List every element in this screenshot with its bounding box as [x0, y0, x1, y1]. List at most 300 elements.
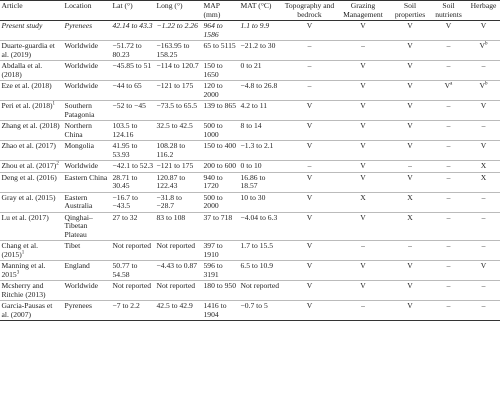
cell-topography-text: V — [306, 241, 313, 250]
cell-herbage — [467, 101, 500, 121]
cell-topography — [283, 121, 336, 141]
header-grazing: Grazing Management — [336, 1, 390, 21]
cell-location-text: Qinghai–Tibetan Plateau — [64, 212, 93, 239]
cell-map-text: 940 to 1720 — [203, 172, 223, 190]
cell-grazing — [336, 161, 390, 173]
cell-lat — [111, 141, 155, 161]
cell-soil-properties — [390, 101, 430, 121]
cell-article-text: Duarte-guardia et al. (2019) — [1, 41, 55, 59]
cell-location — [63, 161, 111, 173]
cell-map — [202, 212, 239, 241]
cell-grazing — [336, 241, 390, 261]
cell-long — [155, 121, 202, 141]
cell-map-text: 500 to 2000 — [203, 192, 223, 210]
cell-location — [63, 281, 111, 301]
cell-location — [63, 141, 111, 161]
cell-long-text: 108.28 to 116.2 — [156, 141, 186, 159]
cell-soil-nutrients-text: – — [446, 101, 451, 110]
cell-soil-nutrients — [430, 281, 467, 301]
cell-topography — [283, 261, 336, 281]
cell-topography-text: – — [307, 161, 312, 170]
cell-herbage — [467, 261, 500, 281]
cell-soil-properties — [390, 21, 430, 41]
cell-map — [202, 81, 239, 101]
cell-soil-properties-text: V — [407, 141, 413, 150]
cell-map-text: 150 to 1650 — [203, 61, 223, 79]
cell-grazing — [336, 172, 390, 192]
cell-herbage-text: V — [479, 81, 485, 90]
cell-soil-properties — [390, 161, 430, 173]
cell-map — [202, 101, 239, 121]
cell-soil-nutrients-text: V — [445, 21, 452, 30]
cell-herbage — [467, 141, 500, 161]
cell-lat-text: −52 to −45 — [112, 101, 146, 110]
cell-lat — [111, 41, 155, 61]
cell-location-text: Southern Patagonia — [64, 101, 95, 119]
cell-topography-text: – — [307, 61, 312, 70]
cell-mat-text: −1.3 to 2.1 — [240, 141, 274, 150]
cell-herbage-text: V — [479, 41, 485, 50]
cell-article-text: Manning et al. 2015 — [1, 261, 46, 279]
cell-mat — [239, 301, 283, 321]
header-soil-properties: Soil properties — [390, 1, 430, 21]
cell-grazing — [336, 21, 390, 41]
cell-soil-nutrients — [430, 212, 467, 241]
header-lat: Lat (°) — [111, 1, 155, 21]
cell-location-text: Worldwide — [64, 161, 99, 170]
cell-lat — [111, 101, 155, 121]
cell-article-text: Chang et al. (2015) — [1, 241, 38, 259]
cell-grazing — [336, 301, 390, 321]
cell-grazing — [336, 41, 390, 61]
cell-herbage — [467, 192, 500, 212]
cell-topography — [283, 141, 336, 161]
table-row — [0, 61, 500, 81]
cell-mat-text: 4.2 to 11 — [240, 101, 268, 110]
cell-long-text: −121 to 175 — [156, 81, 194, 90]
cell-long-text: 42.5 to 42.9 — [156, 301, 193, 310]
cell-grazing-text: V — [360, 81, 366, 90]
cell-grazing — [336, 61, 390, 81]
cell-article — [0, 121, 63, 141]
cell-long — [155, 101, 202, 121]
footnote-marker: a — [450, 81, 453, 87]
cell-location — [63, 41, 111, 61]
cell-herbage — [467, 212, 500, 241]
cell-map — [202, 241, 239, 261]
cell-herbage-text: X — [480, 172, 487, 182]
cell-map-text: 139 to 865 — [203, 101, 236, 110]
cell-soil-nutrients — [430, 41, 467, 61]
footnote-marker: 1 — [52, 101, 56, 107]
cell-article-text: Garcia-Pausas et al. (2007) — [1, 301, 53, 319]
cell-long — [155, 61, 202, 81]
cell-lat-text: −44 to 65 — [112, 81, 142, 90]
cell-grazing-text: V — [360, 141, 366, 150]
cell-long — [155, 212, 202, 241]
cell-article — [0, 281, 63, 301]
cell-soil-properties-text: – — [408, 161, 412, 170]
cell-location-text: Worldwide — [64, 81, 99, 90]
cell-lat — [111, 281, 155, 301]
header-long: Long (°) — [155, 1, 202, 21]
cell-soil-nutrients — [430, 81, 467, 101]
cell-soil-properties-text: V — [407, 121, 413, 130]
cell-mat-text: −4.04 to 6.3 — [240, 212, 278, 222]
cell-location-text: Worldwide — [64, 41, 99, 50]
cell-article — [0, 61, 63, 81]
cell-long — [155, 241, 202, 261]
cell-map — [202, 281, 239, 301]
cell-lat-text: 41.95 to 53.93 — [112, 141, 138, 159]
cell-map — [202, 21, 239, 41]
cell-topography — [283, 192, 336, 212]
cell-location — [63, 121, 111, 141]
cell-soil-properties-text: V — [407, 101, 413, 110]
cell-location — [63, 212, 111, 241]
cell-grazing-text: V — [360, 281, 366, 290]
cell-lat — [111, 161, 155, 173]
cell-map — [202, 161, 239, 173]
cell-topography-text: V — [306, 212, 313, 222]
cell-article — [0, 301, 63, 321]
cell-lat — [111, 172, 155, 192]
cell-mat — [239, 212, 283, 241]
cell-topography-text: V — [306, 101, 313, 110]
cell-map — [202, 172, 239, 192]
cell-grazing-text: V — [360, 261, 366, 270]
cell-long — [155, 301, 202, 321]
table-row — [0, 261, 500, 281]
table-row — [0, 21, 500, 41]
cell-grazing-text: V — [360, 121, 366, 130]
cell-lat — [111, 261, 155, 281]
table-row — [0, 172, 500, 192]
cell-article — [0, 212, 63, 241]
cell-grazing-text: – — [361, 241, 365, 250]
cell-topography — [283, 212, 336, 241]
cell-article-text: Zhang et al. (2018) — [1, 121, 60, 130]
cell-lat-text: −45.85 to 51 — [112, 61, 152, 70]
cell-location — [63, 81, 111, 101]
cell-location — [63, 172, 111, 192]
cell-article — [0, 192, 63, 212]
cell-map-text: 150 to 400 — [203, 141, 236, 150]
cell-long — [155, 161, 202, 173]
cell-location-text: Eastern Australia — [64, 192, 93, 210]
cell-soil-nutrients-text: V — [444, 81, 451, 90]
cell-mat-text: 8 to 14 — [240, 121, 262, 130]
cell-soil-properties — [390, 261, 430, 281]
cell-soil-properties-text: V — [407, 172, 413, 182]
cell-grazing — [336, 101, 390, 121]
cell-grazing-text: V — [360, 172, 366, 182]
table-row — [0, 161, 500, 173]
cell-topography-text: – — [307, 41, 312, 50]
cell-topography — [283, 281, 336, 301]
cell-location-text: Eastern China — [64, 172, 108, 182]
cell-map — [202, 121, 239, 141]
table-row — [0, 81, 500, 101]
cell-long — [155, 41, 202, 61]
cell-article — [0, 141, 63, 161]
footnote-marker: b — [484, 41, 488, 47]
cell-mat-text: 16.86 to 18.57 — [240, 172, 266, 190]
cell-article-text: Peri et al. (2018) — [1, 101, 53, 110]
table-body — [0, 21, 500, 321]
cell-herbage-text: – — [481, 121, 486, 130]
cell-map-text: 964 to 1586 — [203, 21, 223, 39]
cell-lat — [111, 21, 155, 41]
cell-mat-text: 6.5 to 10.9 — [240, 261, 273, 270]
cell-lat-text: Not reported — [112, 281, 152, 290]
cell-soil-nutrients — [430, 172, 467, 192]
cell-herbage-text: – — [481, 61, 486, 70]
cell-long-text: Not reported — [156, 281, 196, 290]
cell-soil-properties — [390, 241, 430, 261]
cell-location-text: Pyrenees — [64, 301, 92, 310]
cell-soil-properties-text: V — [407, 21, 413, 30]
cell-long — [155, 21, 202, 41]
cell-topography-text: V — [306, 172, 313, 182]
cell-herbage — [467, 61, 500, 81]
cell-article — [0, 101, 63, 121]
cell-lat — [111, 121, 155, 141]
cell-long — [155, 141, 202, 161]
cell-topography — [283, 101, 336, 121]
cell-mat-text: 10 to 30 — [240, 192, 266, 202]
cell-lat-text: −51.72 to 80.23 — [112, 41, 142, 59]
cell-herbage-text: V — [480, 141, 487, 150]
cell-topography-text: V — [306, 141, 313, 150]
cell-map — [202, 41, 239, 61]
cell-lat — [111, 61, 155, 81]
cell-soil-nutrients — [430, 101, 467, 121]
cell-lat — [111, 301, 155, 321]
cell-long — [155, 192, 202, 212]
cell-article — [0, 161, 63, 173]
cell-lat-text: −16.7 to −43.5 — [112, 192, 138, 210]
cell-topography — [283, 241, 336, 261]
table-row — [0, 301, 500, 321]
cell-lat-text: 42.14 to 43.3 — [112, 21, 153, 30]
cell-location-text: Tibet — [64, 241, 81, 250]
cell-soil-nutrients-text: – — [446, 121, 451, 130]
cell-grazing — [336, 281, 390, 301]
cell-long-text: −4.43 to 0.87 — [156, 261, 198, 270]
cell-mat — [239, 192, 283, 212]
cell-soil-nutrients-text: – — [446, 261, 451, 270]
cell-location-text: Worldwide — [64, 61, 99, 70]
cell-mat — [239, 161, 283, 173]
cell-grazing — [336, 212, 390, 241]
cell-topography-text: V — [306, 301, 313, 310]
cell-map-text: 200 to 600 — [203, 161, 236, 170]
cell-grazing-text: V — [360, 21, 366, 30]
cell-soil-nutrients — [430, 301, 467, 321]
cell-soil-properties-text: V — [407, 301, 413, 310]
cell-lat — [111, 212, 155, 241]
cell-long — [155, 261, 202, 281]
cell-long-text: −121 to 175 — [156, 161, 194, 170]
cell-herbage-text: X — [480, 161, 487, 170]
cell-topography — [283, 161, 336, 173]
cell-grazing-text: V — [360, 161, 366, 170]
cell-lat-text: 103.5 to 124.16 — [112, 121, 138, 139]
table-row — [0, 212, 500, 241]
cell-herbage-text: V — [480, 21, 487, 30]
cell-topography-text: – — [307, 81, 312, 90]
cell-grazing-text: X — [360, 192, 366, 202]
cell-long-text: 32.5 to 42.5 — [156, 121, 193, 130]
cell-grazing — [336, 192, 390, 212]
cell-grazing-text: V — [360, 61, 366, 70]
table-row — [0, 41, 500, 61]
table-row — [0, 101, 500, 121]
header-mat: MAT (°C) — [239, 1, 283, 21]
cell-location — [63, 192, 111, 212]
cell-article-text: Deng et al. (2016) — [1, 172, 57, 182]
cell-herbage-text: V — [480, 261, 487, 270]
footnote-marker: 3 — [16, 269, 20, 275]
cell-mat-text: 0 to 21 — [240, 61, 262, 70]
cell-soil-properties-text: V — [407, 261, 413, 270]
cell-long — [155, 81, 202, 101]
cell-soil-properties-text: V — [407, 41, 413, 50]
cell-soil-nutrients-text: – — [446, 281, 451, 290]
cell-lat-text: 50.77 to 54.58 — [112, 261, 138, 279]
cell-soil-nutrients-text: – — [446, 41, 451, 50]
cell-article — [0, 41, 63, 61]
cell-topography — [283, 81, 336, 101]
cell-soil-nutrients — [430, 141, 467, 161]
cell-article-text: Abdalla et al. (2018) — [1, 61, 43, 79]
cell-map — [202, 61, 239, 81]
cell-herbage-text: – — [481, 192, 486, 202]
cell-location-text: England — [64, 261, 90, 270]
cell-herbage-text: – — [481, 212, 486, 222]
table-row — [0, 241, 500, 261]
cell-mat-text: 1.1 to 9.9 — [240, 21, 270, 30]
cell-herbage — [467, 241, 500, 261]
cell-soil-nutrients-text: – — [446, 161, 451, 170]
cell-location — [63, 101, 111, 121]
cell-soil-properties — [390, 172, 430, 192]
cell-article — [0, 241, 63, 261]
cell-topography-text: V — [306, 121, 313, 130]
cell-article-text: Gray et al. (2015) — [1, 192, 56, 202]
cell-mat — [239, 241, 283, 261]
cell-soil-properties-text: V — [407, 61, 413, 70]
footnote-marker: 1 — [21, 249, 25, 255]
cell-herbage — [467, 81, 500, 101]
cell-mat — [239, 101, 283, 121]
cell-mat-text: Not reported — [240, 281, 280, 290]
cell-topography-text: V — [306, 261, 313, 270]
cell-article — [0, 172, 63, 192]
cell-soil-nutrients-text: – — [446, 141, 451, 150]
cell-soil-nutrients — [430, 241, 467, 261]
cell-mat — [239, 141, 283, 161]
cell-location — [63, 61, 111, 81]
cell-topography — [283, 21, 336, 41]
cell-soil-nutrients-text: – — [446, 241, 451, 250]
cell-lat-text: −7 to 2.2 — [112, 301, 140, 310]
cell-mat — [239, 81, 283, 101]
cell-map-text: 596 to 3191 — [203, 261, 223, 279]
cell-mat — [239, 121, 283, 141]
cell-article-text: Lu et al. (2017) — [1, 212, 49, 222]
cell-soil-nutrients-text: – — [446, 61, 451, 70]
cell-mat-text: −21.2 to 30 — [240, 41, 276, 50]
cell-map-text: 397 to 1910 — [203, 241, 223, 259]
cell-lat — [111, 241, 155, 261]
header-article: Article — [0, 1, 63, 21]
cell-soil-properties — [390, 212, 430, 241]
cell-map — [202, 192, 239, 212]
cell-mat — [239, 61, 283, 81]
cell-herbage — [467, 281, 500, 301]
cell-grazing-text: – — [361, 41, 365, 50]
cell-grazing — [336, 121, 390, 141]
cell-soil-nutrients-text: – — [446, 172, 451, 182]
cell-mat-text: −0.7 to 5 — [240, 301, 268, 310]
cell-location — [63, 301, 111, 321]
table-row — [0, 281, 500, 301]
cell-soil-nutrients — [430, 192, 467, 212]
cell-topography-text: V — [306, 21, 313, 30]
cell-lat-text: 27 to 32 — [112, 212, 138, 222]
cell-map-text: 37 to 718 — [203, 212, 233, 222]
cell-soil-nutrients — [430, 21, 467, 41]
cell-herbage-text: V — [480, 101, 487, 110]
cell-soil-properties — [390, 301, 430, 321]
cell-article-text: Zhou et al. (2017) — [1, 161, 57, 170]
cell-grazing — [336, 81, 390, 101]
cell-soil-properties — [390, 81, 430, 101]
cell-long-text: −163.95 to 158.25 — [156, 41, 190, 59]
cell-long — [155, 172, 202, 192]
cell-mat — [239, 281, 283, 301]
cell-long-text: −1.22 to 2.26 — [156, 21, 198, 30]
table-header-row — [0, 1, 500, 21]
cell-soil-properties-text: V — [407, 281, 413, 290]
cell-soil-properties-text: X — [407, 212, 413, 222]
cell-soil-nutrients — [430, 61, 467, 81]
cell-map-text: 1416 to 1904 — [203, 301, 227, 319]
footnote-marker: b — [484, 81, 488, 87]
cell-mat — [239, 21, 283, 41]
cell-mat-text: −4.8 to 26.8 — [240, 81, 278, 90]
cell-herbage — [467, 121, 500, 141]
header-topography: Topography and bedrock — [284, 1, 335, 19]
cell-long-text: −31.8 to −28.7 — [156, 192, 182, 210]
cell-map-text: 180 to 950 — [203, 281, 236, 290]
cell-lat — [111, 81, 155, 101]
header-soil-nutrients: Soil nutrients — [430, 1, 467, 21]
cell-topography-text: V — [306, 192, 313, 202]
cell-topography — [283, 172, 336, 192]
cell-soil-nutrients — [430, 121, 467, 141]
cell-topography — [283, 41, 336, 61]
cell-location-text: Worldwide — [64, 281, 99, 290]
cell-location — [63, 261, 111, 281]
cell-mat-text: 0 to 10 — [240, 161, 262, 170]
cell-article — [0, 81, 63, 101]
cell-soil-properties — [390, 121, 430, 141]
cell-article-text: Present study — [1, 21, 43, 30]
cell-soil-properties — [390, 192, 430, 212]
